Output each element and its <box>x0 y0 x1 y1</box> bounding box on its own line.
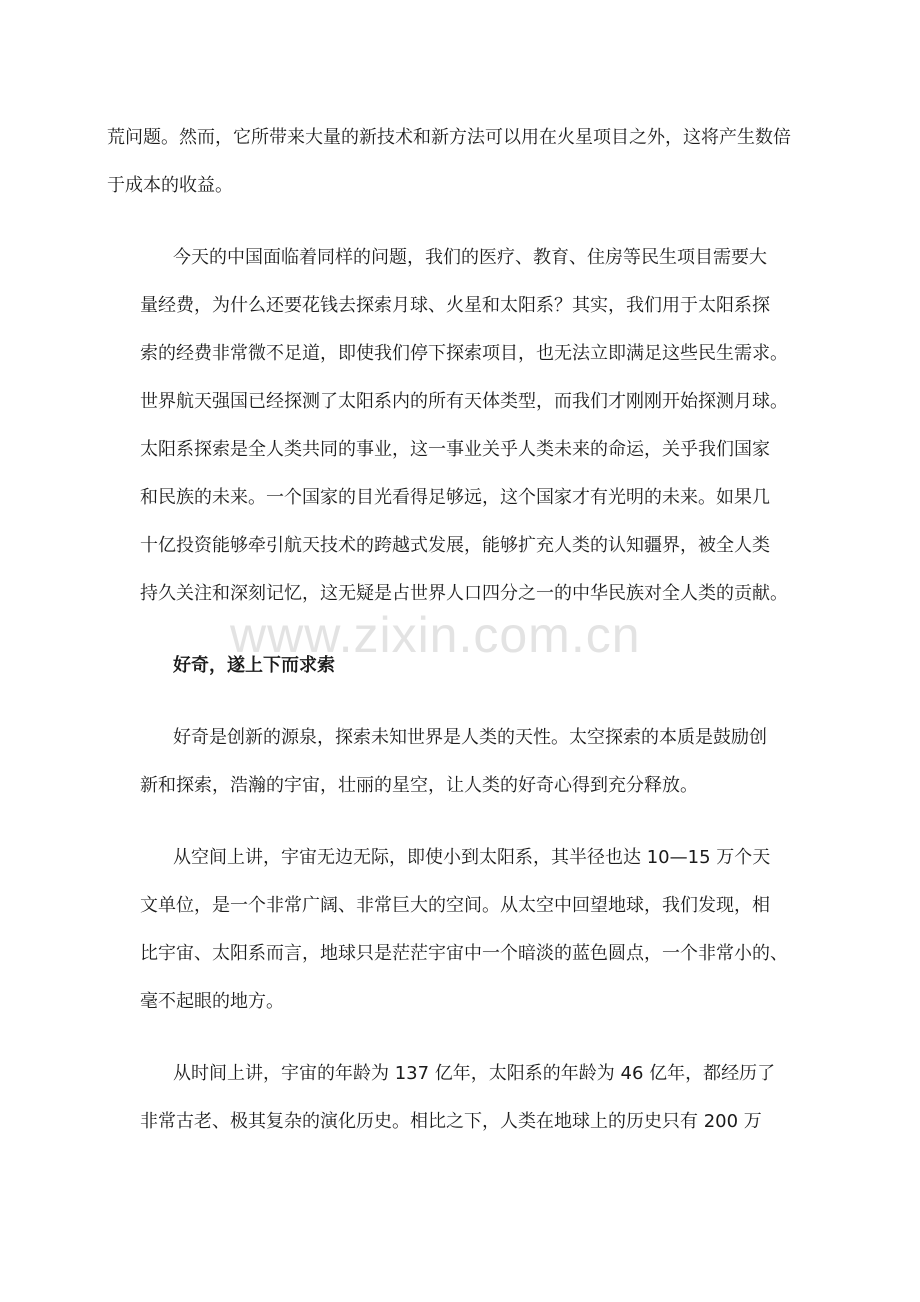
paragraph-line: 从时间上讲，宇宙的年龄为 137 亿年，太阳系的年龄为 46 亿年，都经历了 <box>173 1063 776 1084</box>
section-heading: 好奇，遂上下而求索 <box>173 655 335 676</box>
paragraph-line: 于成本的收益。 <box>107 175 233 196</box>
paragraph-line: 索的经费非常微不足道，即使我们停下探索项目，也无法立即满足这些民生需求。 <box>140 343 788 364</box>
watermark: www.zixin.com.cn <box>230 607 641 663</box>
paragraph-line: 世界航天强国已经探测了太阳系内的所有天体类型，而我们才刚刚开始探测月球。 <box>140 391 788 412</box>
paragraph-line: 非常古老、极其复杂的演化历史。相比之下，人类在地球上的历史只有 200 万 <box>140 1111 762 1132</box>
paragraph-line: 量经费，为什么还要花钱去探索月球、火星和太阳系？其实，我们用于太阳系探 <box>140 295 770 316</box>
paragraph-line: 太阳系探索是全人类共同的事业，这一事业关乎人类未来的命运，关乎我们国家 <box>140 439 770 460</box>
paragraph-line: 文单位，是一个非常广阔、非常巨大的空间。从太空中回望地球，我们发现，相 <box>140 895 770 916</box>
paragraph-line: 荒问题。然而，它所带来大量的新技术和新方法可以用在火星项目之外，这将产生数倍 <box>107 127 791 148</box>
paragraph-line: 新和探索，浩瀚的宇宙，壮丽的星空，让人类的好奇心得到充分释放。 <box>140 775 698 796</box>
paragraph-line: 好奇是创新的源泉，探索未知世界是人类的天性。太空探索的本质是鼓励创 <box>173 727 767 748</box>
paragraph-line: 持久关注和深刻记忆，这无疑是占世界人口四分之一的中华民族对全人类的贡献。 <box>140 583 788 604</box>
paragraph-line: 从空间上讲，宇宙无边无际，即使小到太阳系，其半径也达 10—15 万个天 <box>173 847 771 868</box>
paragraph-line: 比宇宙、太阳系而言，地球只是茫茫宇宙中一个暗淡的蓝色圆点，一个非常小的、 <box>140 943 788 964</box>
paragraph-line: 毫不起眼的地方。 <box>140 991 284 1012</box>
paragraph-line: 今天的中国面临着同样的问题，我们的医疗、教育、住房等民生项目需要大 <box>173 247 767 268</box>
paragraph-line: 十亿投资能够牵引航天技术的跨越式发展，能够扩充人类的认知疆界，被全人类 <box>140 535 770 556</box>
paragraph-line: 和民族的未来。一个国家的目光看得足够远，这个国家才有光明的未来。如果几 <box>140 487 770 508</box>
